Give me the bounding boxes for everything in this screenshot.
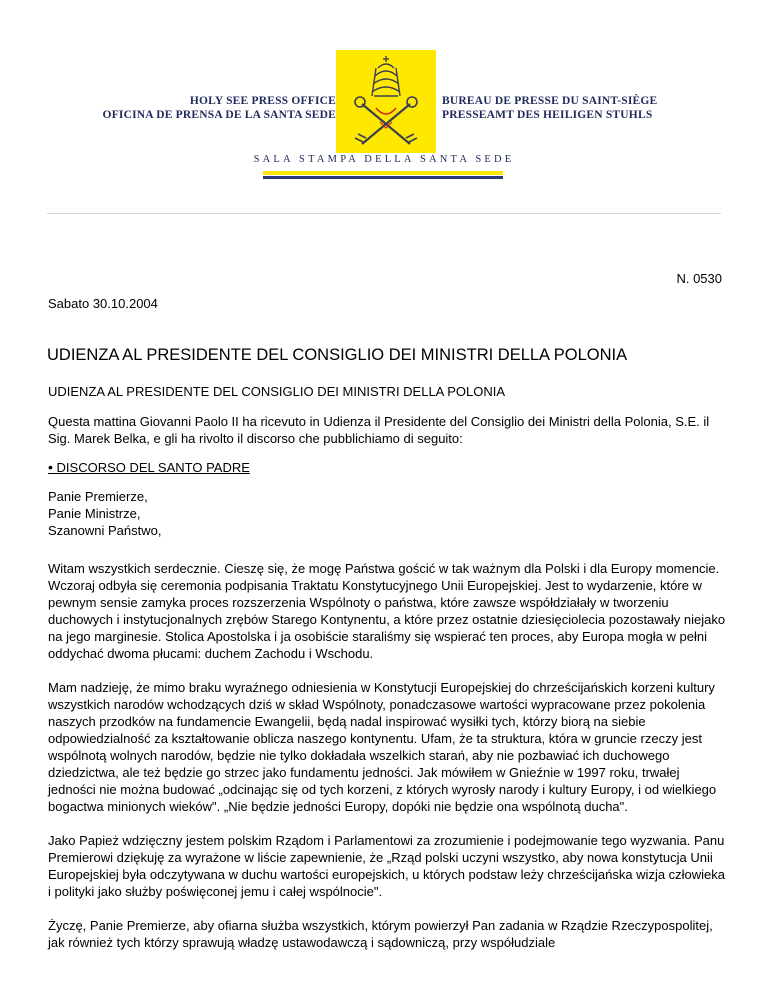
body-paragraph-3: Jako Papież wdzięczny jestem polskim Rządom i Parlamentowi za zrozumienie i podejmowanie tego wyzwania. Panu Premierowi dziękuję za wyrażone w liście zapewnienie, że „Rząd polski uczyni wszystko, aby nowa konstytucja Unii Europejskiej była odczytywana w duchu wartości europejskich, u których podstaw leży chrześcijańska wizja człowieka i polityki jako służby poświęconej jemu i całej wspólnocie". bbox=[48, 833, 726, 899]
header-left-block bbox=[103, 94, 336, 122]
header-right-line-2: PRESSEAMT DES HEILIGEN STUHLS bbox=[442, 109, 653, 121]
salutation-line-3: Szanowni Państwo, bbox=[48, 523, 162, 538]
header-left-line-2: OFICINA DE PRENSA DE LA SANTA SEDE bbox=[102, 109, 336, 121]
header-right-block bbox=[442, 94, 657, 122]
header-navy-stripe bbox=[263, 176, 503, 179]
press-office-header bbox=[0, 0, 768, 205]
document-title: UDIENZA AL PRESIDENTE DEL CONSIGLIO DEI MINISTRI DELLA POLONIA bbox=[47, 346, 628, 364]
bullet-icon: • bbox=[48, 459, 53, 475]
document-subtitle: UDIENZA AL PRESIDENTE DEL CONSIGLIO DEI MINISTRI DELLA POLONIA bbox=[48, 384, 506, 399]
body-paragraph-4: Życzę, Panie Premierze, aby ofiarna służba wszystkich, którym powierzył Pan zadania w Rządzie Rzeczypospolitej, jak również tych którzy sprawują władzę ustawodawczą i sądowniczą, przy współudziale bbox=[48, 918, 713, 950]
document-body bbox=[48, 383, 728, 963]
body-paragraph-1: Witam wszystkich serdecznie. Cieszę się, że mogę Państwa gościć w tak ważnym dla Polski i dla Europy momencie. Wczoraj odbyła się ceremonia podpisania Traktatu Konstytucyjnego Unii Europejskiej. Jest to wydarzenie, które w pewnym sensie zamyka proces rozszerzenia Wspólnoty o państwa, które zawsze współdziałały w tworzeniu duchowych i instytucjonalnych zrębów Starego Kontynentu, a które przez ostatnie dziesięciolecia pozostawały niejako na jego marginesie. Stolica Apostolska i ja osobiście staraliśmy się wspierać ten proces, aby Europa mogła w pełni oddychać dwoma płucami: duchem Zachodu i Wschodu. bbox=[48, 561, 726, 661]
header-right-line-1: BUREAU DE PRESSE DU SAINT-SIÈGE bbox=[442, 95, 658, 107]
salutation-line-2: Panie Ministrze, bbox=[48, 506, 141, 521]
salutation bbox=[48, 488, 728, 539]
sala-stampa-title: SALA STAMPA DELLA SANTA SEDE bbox=[253, 154, 515, 165]
header-left-line-1: HOLY SEE PRESS OFFICE bbox=[189, 95, 336, 107]
papal-keys-emblem-icon bbox=[336, 50, 436, 153]
section-heading-link[interactable] bbox=[48, 459, 728, 476]
header-yellow-stripe bbox=[263, 171, 503, 175]
body-paragraph-2: Mam nadzieję, że mimo braku wyraźnego odniesienia w Konstytucji Europejskiej do chrześcijańskich korzeni kultury wszystkich narodów wchodzących dziś w skład Wspólnoty, ponadczasowe wartości wypracowane przez pokolenia naszych przodków na fundamencie Ewangelii, będą nadal inspirować wysiłki tych, którzy biorą na siebie odpowiedzialność za kształtowanie oblicza naszego kontynentu. Ufam, że ta struktura, która w gruncie rzeczy jest wspólnotą wolnych narodów, będzie nie tylko dokładała wszelkich starań, aby nie pozbawiać ich duchowego dziedzictwa, ale też będzie go strzec jako fundamentu jedności. Jak mówiłem w Gnieźnie w 1997 roku, trwałej jedności nie można budować „odcinając się od tych korzeni, z których wyrosły narody i kultury Europy, i od wielkiego bogactwa minionych wieków". „Nie będzie jedności Europy, dopóki nie będzie ona wspólnotą ducha". bbox=[48, 680, 717, 814]
bulletin-date: Sabato 30.10.2004 bbox=[48, 296, 158, 311]
intro-paragraph: Questa mattina Giovanni Paolo II ha ricevuto in Udienza il Presidente del Consiglio dei Ministri della Polonia, S.E. il Sig. Marek Belka, e gli ha rivolto il discorso che pubblichiamo di seguito: bbox=[48, 414, 710, 446]
section-heading-label: DISCORSO DEL SANTO PADRE bbox=[56, 460, 250, 475]
bulletin-number: N. 0530 bbox=[676, 271, 722, 286]
header-divider bbox=[47, 213, 721, 214]
salutation-line-1: Panie Premierze, bbox=[48, 489, 148, 504]
